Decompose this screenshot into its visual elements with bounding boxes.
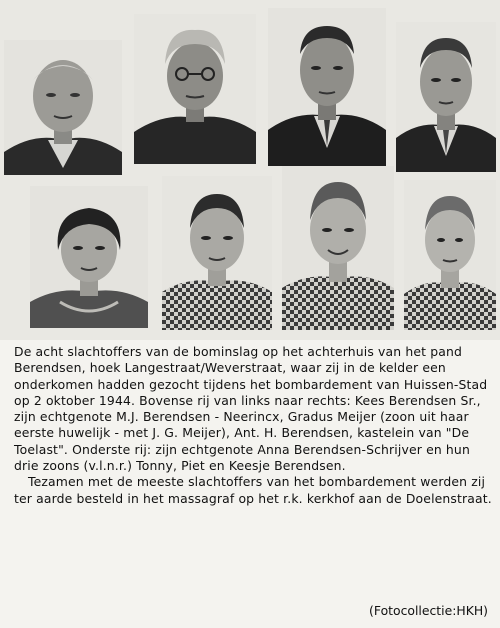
portrait-top-1-image [4, 40, 122, 175]
portrait-bottom-3-image [282, 166, 394, 330]
portrait-bottom-3 [282, 166, 394, 330]
portrait-bottom-1-image [30, 186, 148, 328]
portrait-top-2-image [134, 14, 256, 164]
portrait-top-2 [134, 14, 256, 164]
portrait-bottom-2 [162, 176, 272, 330]
portrait-bottom-4 [404, 180, 496, 330]
portrait-bottom-1 [30, 186, 148, 328]
portrait-top-3-image [268, 8, 386, 166]
caption [14, 344, 492, 507]
portrait-top-1 [4, 40, 122, 175]
portrait-bottom-4-image [404, 180, 496, 330]
portrait-top-4 [396, 22, 496, 172]
portrait-top-4-image [396, 22, 496, 172]
portrait-top-3 [268, 8, 386, 166]
portrait-bottom-2-image [162, 176, 272, 330]
photo-credit: (Fotocollectie:HKH) [369, 603, 488, 618]
caption-paragraph-1: De acht slachtoffers van de bominslag op het achterhuis van het pand Berendsen, hoek Langestraat/Weverstraat, waar zij in de kelder een onderkomen hadden gezocht tijdens het bombardement van Huissen-Stad op 2 oktober 1944. Bovense rij van links naar rechts: Kees Berendsen Sr., zijn echtgenote M.J. Berendsen - Neerincx, Gradus Meijer (zoon uit haar eerste huwelijk - met J. G. Meijer), Ant. H. Berendsen, kastelein van "De Toelast". Onderste rij: zijn echtgenote Anna Berendsen-Schrijver en hun drie zoons (v.l.n.r.) Tonny, Piet en Keesje Berendsen. [14, 344, 488, 474]
caption-paragraph-2: Tezamen met de meeste slachtoffers van het bombardement werden zij ter aarde besteld in het massagraf op het r.k. kerkhof aan de Doelenstraat. [14, 474, 492, 506]
